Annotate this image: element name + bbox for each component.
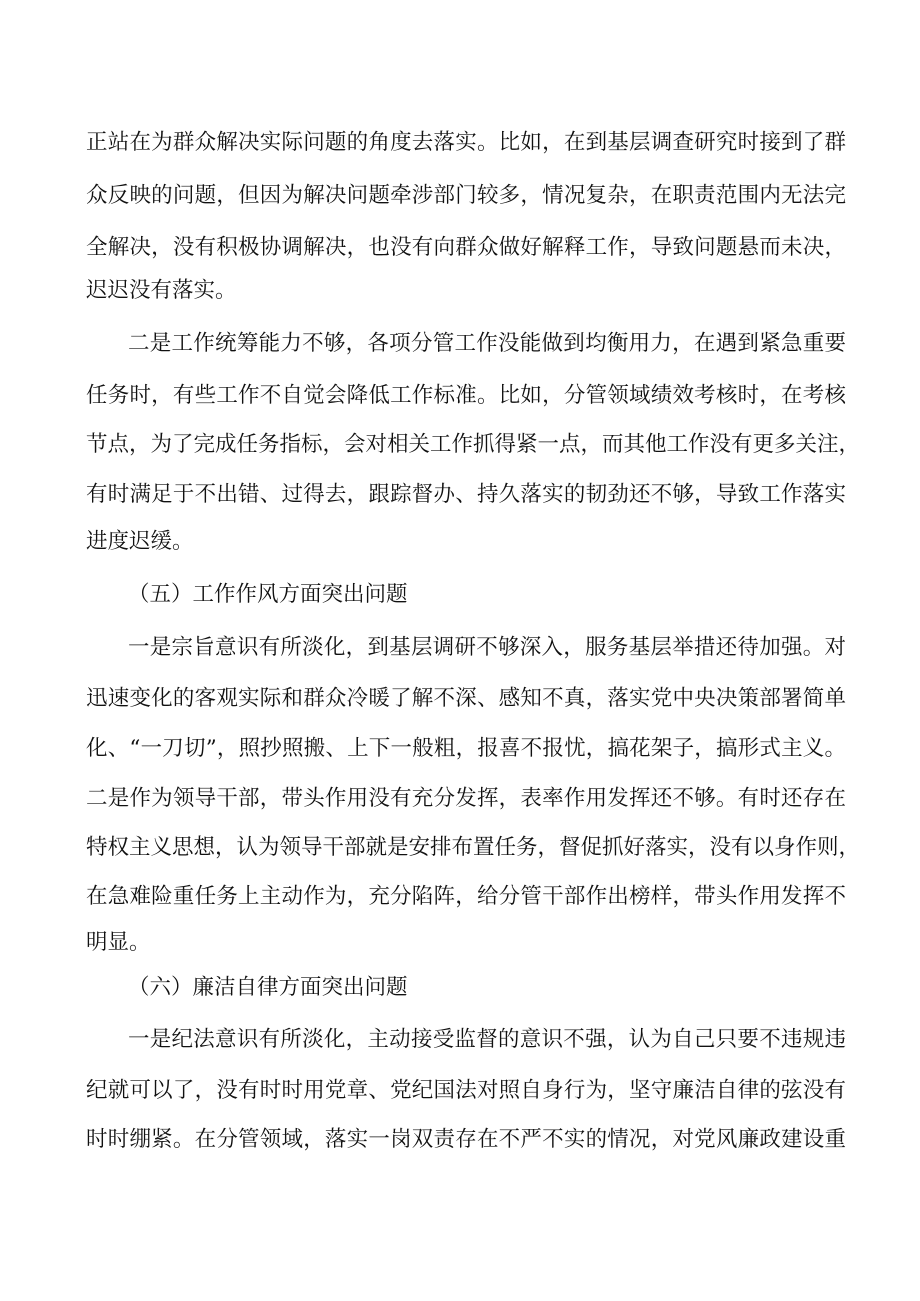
- paragraph2-line-1: 二是工作统筹能力不够，各项分管工作没能做到均衡用力，在遇到紧急重要: [128, 331, 846, 356]
- paragraph1-line-1: 正站在为群众解决实际问题的角度去落实。比如，在到基层调查研究时接到了群: [86, 130, 846, 155]
- section-heading-5: （五）工作作风方面突出问题: [128, 582, 408, 607]
- paragraph3-line-3: 化、“一刀切”，照抄照搬、上下一般粗，报喜不报忧，搞花架子，搞形式主义。: [86, 736, 846, 761]
- paragraph1-line-4: 迟迟没有落实。: [86, 278, 237, 303]
- paragraph4-line-3: 时时绷紧。在分管领域，落实一岗双责存在不严不实的情况，对党风廉政建设重: [86, 1127, 846, 1152]
- paragraph4-line-1: 一是纪法意识有所淡化，主动接受监督的意识不强，认为自己只要不违规违: [128, 1027, 846, 1052]
- paragraph3-line-2: 迅速变化的客观实际和群众冷暖了解不深、感知不真，落实党中央决策部署简单: [86, 686, 846, 711]
- paragraph1-line-2: 众反映的问题，但因为解决问题牵涉部门较多，情况复杂，在职责范围内无法完: [86, 183, 846, 208]
- paragraph3-line-6: 在急难险重任务上主动作为，充分陷阵，给分管干部作出榜样，带头作用发挥不: [86, 884, 846, 909]
- paragraph2-line-3: 节点，为了完成任务指标，会对相关工作抓得紧一点，而其他工作没有更多关注，: [86, 432, 861, 457]
- paragraph2-line-2: 任务时，有些工作不自觉会降低工作标准。比如，分管领域绩效考核时，在考核: [86, 383, 846, 408]
- section-heading-6: （六）廉洁自律方面突出问题: [128, 975, 408, 1000]
- paragraph1-line-3: 全解决，没有积极协调解决，也没有向群众做好解释工作，导致问题悬而未决，: [86, 235, 846, 260]
- paragraph3-line-1: 一是宗旨意识有所淡化，到基层调研不够深入，服务基层举措还待加强。对: [128, 635, 846, 660]
- paragraph2-line-4: 有时满足于不出错、过得去，跟踪督办、持久落实的韧劲还不够，导致工作落实: [86, 482, 846, 507]
- paragraph3-line-4: 二是作为领导干部，带头作用没有充分发挥，表率作用发挥还不够。有时还存在: [86, 786, 846, 811]
- paragraph2-line-5: 进度迟缓。: [86, 529, 194, 554]
- paragraph4-line-2: 纪就可以了，没有时时用党章、党纪国法对照自身行为，坚守廉洁自律的弦没有: [86, 1078, 846, 1103]
- paragraph3-line-5: 特权主义思想，认为领导干部就是安排布置任务，督促抓好落实，没有以身作则，: [86, 835, 861, 860]
- paragraph3-line-7: 明显。: [86, 930, 151, 955]
